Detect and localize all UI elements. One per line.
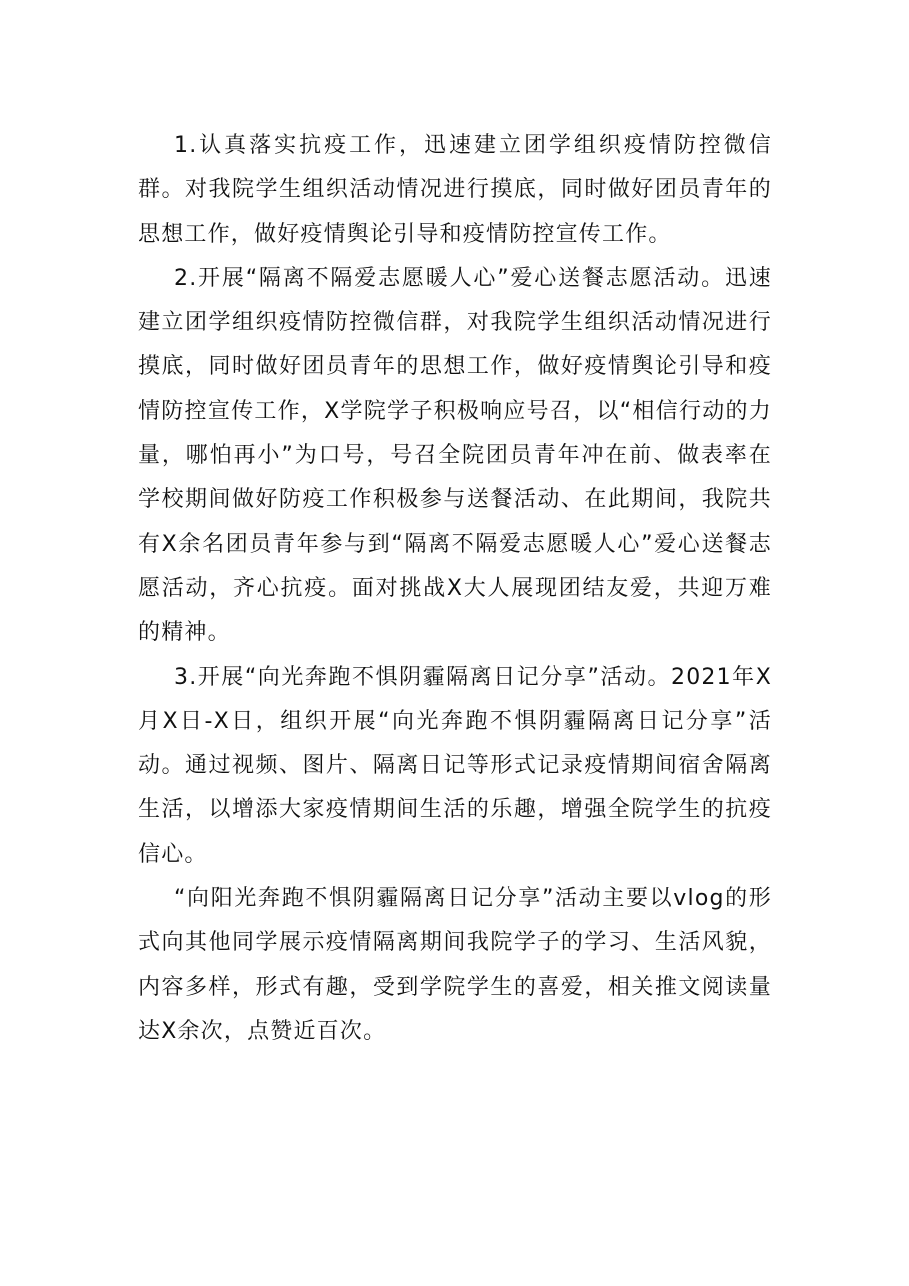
paragraph-2: 2.开展“隔离不隔爱志愿暖人心”爱心送餐志愿活动。迅速建立团学组织疫情防控微信群，对我院学生组织活动情况进行摸底，同时做好团员青年的思想工作，做好疫情舆论引导和疫情防控宣传工作，X学院学子积极响应号召，以“相信行动的力量，哪怕再小”为口号，号召全院团员青年冲在前、做表率在学校期间做好防疫工作积极参与送餐活动、在此期间，我院共有X余名团员青年参与到“隔离不隔爱志愿暖人心”爱心送餐志愿活动，齐心抗疫。面对挑战X大人展现团结友爱，共迎万难的精神。 [138,265,772,646]
paragraph-4: “向阳光奔跑不惧阴霾隔离日记分享”活动主要以vlog的形式向其他同学展示疫情隔离期间我院学子的学习、生活风貌，内容多样，形式有趣，受到学院学生的喜爱，相关推文阅读量达X余次，点赞近百次。 [138,886,772,1044]
paragraph-1: 1.认真落实抗疫工作，迅速建立团学组织疫情防控微信群。对我院学生组织活动情况进行摸底，同时做好团员青年的思想工作，做好疫情舆论引导和疫情防控宣传工作。 [138,133,772,247]
paragraph-3: 3.开展“向光奔跑不惧阴霾隔离日记分享”活动。2021年X月X日-X日，组织开展“向光奔跑不惧阴霾隔离日记分享”活动。通过视频、图片、隔离日记等形式记录疫情期间宿舍隔离生活，以增添大家疫情期间生活的乐趣，增强全院学生的抗疫信心。 [138,664,772,867]
document-body [138,124,772,1054]
